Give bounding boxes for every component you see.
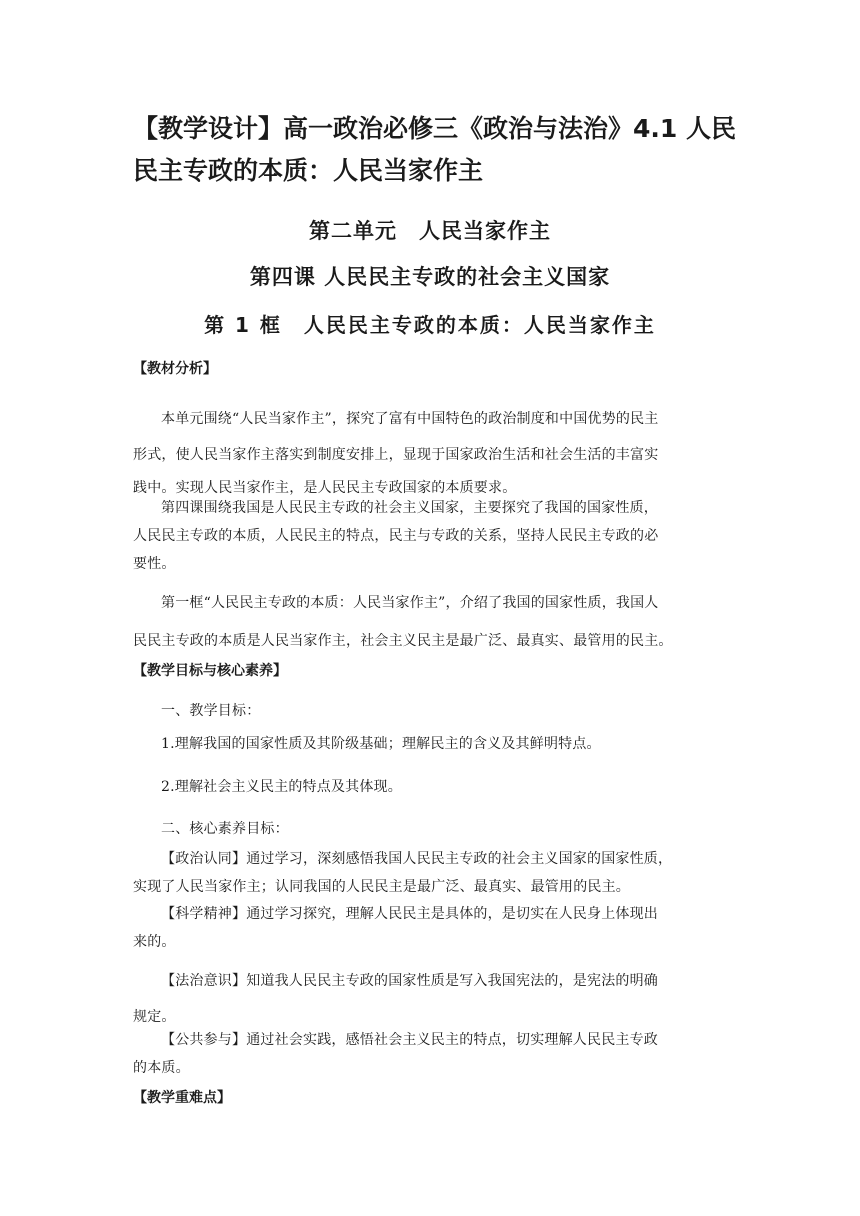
section-analysis-heading: 【教材分析】 xyxy=(133,361,217,377)
text-line: 实现了人民当家作主；认同我国的人民民主是最广泛、最真实、最管用的民主。 xyxy=(133,879,630,895)
text-line: 本单元围绕“人民当家作主”，探究了富有中国特色的政治制度和中国优势的民主 xyxy=(161,411,659,427)
section-objectives-heading: 【教学目标与核心素养】 xyxy=(133,663,287,679)
analysis-paragraph-3 xyxy=(133,584,733,660)
section-key-points-heading: 【教学重难点】 xyxy=(133,1090,231,1106)
unit-heading: 第二单元 人民当家作主 xyxy=(309,219,551,243)
analysis-paragraph-2 xyxy=(133,494,733,578)
objective-item-1: 1.理解我国的国家性质及其阶级基础；理解民主的含义及其鲜明特点。 xyxy=(161,736,601,752)
literacy-objectives-heading: 二、核心素养目标： xyxy=(161,821,289,837)
text-line: 【公共参与】通过社会实践，感悟社会主义民主的特点，切实理解人民民主专政 xyxy=(161,1032,658,1048)
text-line: 第一框“人民民主专政的本质：人民当家作主”，介绍了我国的国家性质，我国人 xyxy=(161,595,659,611)
title-line-1: 【教学设计】高一政治必修三《政治与法治》4.1 人民 xyxy=(133,114,736,143)
text-line: 践中。实现人民当家作主，是人民民主专政国家的本质要求。 xyxy=(133,480,517,496)
text-line: 规定。 xyxy=(133,1009,176,1025)
objective-item-2: 2.理解社会主义民主的特点及其体现。 xyxy=(161,779,402,795)
lesson-heading: 第四课 人民民主专政的社会主义国家 xyxy=(249,265,611,289)
analysis-paragraph-1 xyxy=(133,401,733,503)
literacy-public xyxy=(133,1026,733,1082)
literacy-science xyxy=(133,900,733,956)
text-line: 来的。 xyxy=(133,934,176,950)
text-line: 【法治意识】知道我人民民主专政的国家性质是写入我国宪法的，是宪法的明确 xyxy=(161,973,658,989)
text-line: 第四课围绕我国是人民民主专政的社会主义国家，主要探究了我国的国家性质， xyxy=(161,500,658,516)
teaching-objectives-heading: 一、教学目标： xyxy=(161,703,261,719)
document-title xyxy=(133,108,736,192)
literacy-political xyxy=(133,845,733,901)
frame-heading: 第 1 框 人民民主专政的本质：人民当家作主 xyxy=(204,313,656,337)
text-line: 的本质。 xyxy=(133,1060,190,1076)
text-line: 【政治认同】通过学习，深刻感悟我国人民民主专政的社会主义国家的国家性质， xyxy=(161,851,673,867)
text-line: 【科学精神】通过学习探究，理解人民民主是具体的，是切实在人民身上体现出 xyxy=(161,906,658,922)
text-line: 民民主专政的本质是人民当家作主，社会主义民主是最广泛、最真实、最管用的民主。 xyxy=(133,633,673,649)
text-line: 形式，使人民当家作主落实到制度安排上，显现于国家政治生活和社会生活的丰富实 xyxy=(133,447,659,463)
text-line: 要性。 xyxy=(133,556,176,572)
title-line-2: 民主专政的本质：人民当家作主 xyxy=(133,156,484,185)
text-line: 人民民主专政的本质，人民民主的特点，民主与专政的关系，坚持人民民主专政的必 xyxy=(133,528,659,544)
literacy-law xyxy=(133,963,733,1035)
